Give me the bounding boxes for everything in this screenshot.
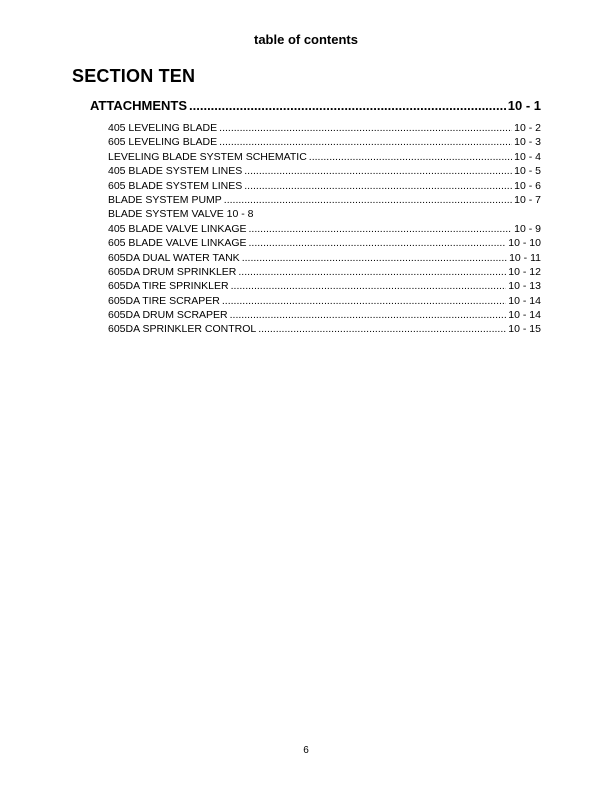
- dot-leader: [189, 98, 506, 113]
- toc-entry-page: 10 - 2: [514, 122, 541, 134]
- toc-entry[interactable]: [108, 223, 541, 237]
- toc-entry-title: 605DA DRUM SPRINKLER: [108, 265, 237, 278]
- toc-entry-title: 605 BLADE VALVE LINKAGE: [108, 237, 247, 250]
- toc-entry-page: 10 - 5: [514, 165, 541, 178]
- toc-entry[interactable]: [108, 295, 541, 309]
- toc-entry[interactable]: [108, 136, 541, 150]
- toc-entry-page: 10 - 6: [514, 179, 541, 192]
- toc-entry-title: 605DA TIRE SPRINKLER: [108, 280, 229, 293]
- toc-entry-title: 605 BLADE SYSTEM LINES: [108, 179, 243, 192]
- dot-leader: [219, 136, 512, 148]
- toc-entry-title: 405 LEVELING BLADE: [108, 122, 218, 134]
- toc-entry[interactable]: [108, 323, 541, 337]
- toc-entry[interactable]: [108, 122, 541, 136]
- page-number: 6: [303, 745, 309, 756]
- toc-entry-title: 405 BLADE SYSTEM LINES: [108, 165, 243, 178]
- toc-entry-title: 405 BLADE VALVE LINKAGE: [108, 222, 247, 235]
- toc-entry[interactable]: [108, 309, 541, 323]
- toc-entry-page: 10 - 13: [508, 280, 541, 293]
- dot-leader: [222, 295, 506, 307]
- toc-entry-title: 605DA TIRE SCRAPER: [108, 294, 220, 307]
- toc-entry-page: 10 - 7: [514, 193, 541, 206]
- dot-leader: [231, 280, 507, 292]
- toc-entry-title: 605DA DUAL WATER TANK: [108, 251, 240, 264]
- dot-leader: [238, 266, 506, 278]
- toc-entry-title: 605DA DRUM SCRAPER: [108, 309, 228, 322]
- toc-entry-page: 10 - 4: [514, 150, 541, 163]
- toc-entry-title: LEVELING BLADE SYSTEM SCHEMATIC: [108, 150, 307, 163]
- dot-leader: [258, 323, 506, 335]
- toc-entry-page: 10 - 10: [508, 237, 541, 250]
- page-header: table of contents: [253, 32, 358, 47]
- toc-entry-page: 10 - 14: [508, 309, 541, 322]
- dot-leader: [309, 151, 512, 163]
- toc-list: [108, 122, 541, 338]
- dot-leader: [219, 122, 512, 134]
- dot-leader: [244, 180, 512, 192]
- toc-entry[interactable]: [108, 237, 541, 251]
- toc-entry[interactable]: [108, 266, 541, 280]
- toc-entry-page: 10 - 9: [514, 222, 541, 235]
- toc-entry-title: BLADE SYSTEM PUMP: [108, 193, 222, 206]
- toc-entry-title: 605DA SPRINKLER CONTROL: [108, 323, 257, 336]
- toc-entry-page: 10 - 11: [509, 251, 541, 264]
- toc-entry[interactable]: [108, 180, 541, 194]
- toc-main-entry[interactable]: [90, 98, 541, 113]
- dot-leader: [230, 309, 507, 321]
- toc-entry[interactable]: [108, 252, 541, 266]
- dot-leader: [249, 223, 513, 235]
- toc-entry-page: 10 - 12: [508, 265, 541, 278]
- toc-entry[interactable]: [108, 194, 541, 208]
- dot-leader: [244, 165, 512, 177]
- toc-entry[interactable]: [108, 280, 541, 294]
- toc-entry[interactable]: [108, 165, 541, 179]
- toc-entry-title: BLADE SYSTEM VALVE 10 - 8: [108, 208, 254, 221]
- toc-entry-page: 10 - 14: [508, 294, 541, 307]
- toc-entry[interactable]: [108, 208, 541, 222]
- dot-leader: [242, 252, 507, 264]
- dot-leader: [249, 237, 507, 249]
- toc-main-page: 10 - 1: [507, 98, 541, 113]
- toc-entry-page: 10 - 3: [514, 136, 541, 149]
- section-title: SECTION TEN: [72, 66, 196, 86]
- dot-leader: [224, 194, 512, 206]
- toc-main-title: ATTACHMENTS: [90, 98, 188, 113]
- toc-entry[interactable]: [108, 151, 541, 165]
- toc-entry-title: 605 LEVELING BLADE: [108, 136, 218, 149]
- toc-entry-page: 10 - 15: [508, 323, 541, 336]
